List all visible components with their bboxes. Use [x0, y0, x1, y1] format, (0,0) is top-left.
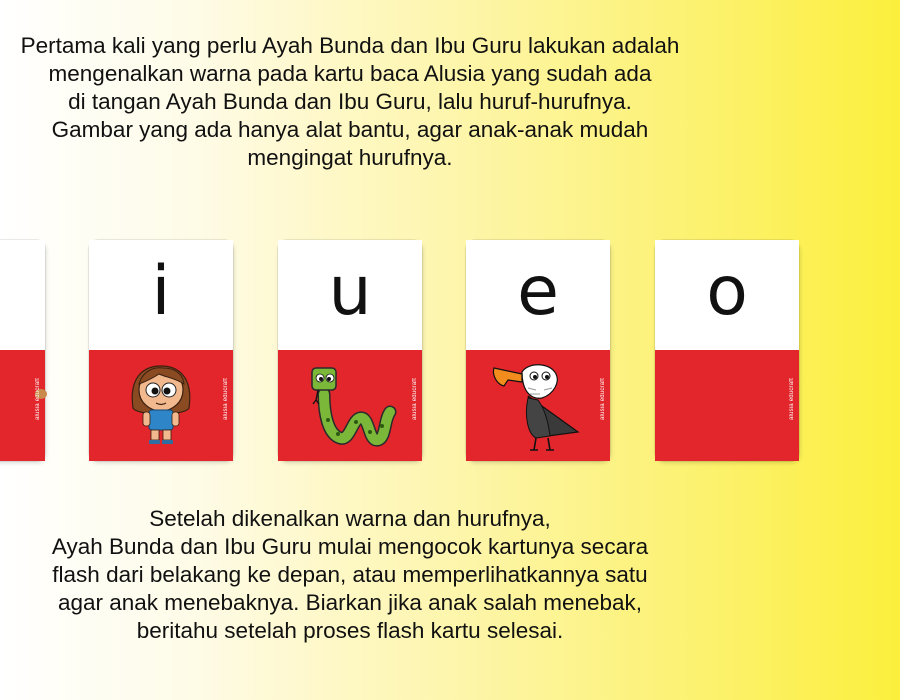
letter-card-o [655, 240, 799, 461]
instruction-line-2: Ayah Bunda dan Ibu Guru mulai mengocok kartunya secara [51, 534, 649, 559]
card-letter: u [328, 252, 372, 331]
card-brand: alusia educraft [789, 378, 795, 421]
card-brand: alusia educraft [600, 378, 606, 421]
instruction-line-4: agar anak menebaknya. Biarkan jika anak salah menebak, [57, 590, 643, 615]
instruction-line-3: flash dari belakang ke depan, atau memperlihatkannya satu [52, 562, 648, 587]
instruction-paragraph [0, 505, 900, 645]
instruction-line-1: Setelah dikenalkan warna dan hurufnya, [149, 506, 551, 531]
card-brand: alusia educraft [35, 378, 41, 421]
instruction-line-5: beritahu setelah proses flash kartu selesai. [136, 618, 564, 643]
letter-card-a [0, 240, 45, 461]
letter-card-u [278, 240, 422, 461]
card-letter: o [706, 252, 748, 331]
snake-icon [278, 350, 422, 461]
girl-icon [89, 350, 233, 461]
eagle-icon [466, 350, 610, 461]
intro-paragraph [0, 32, 900, 172]
card-letter [0, 252, 45, 332]
card-brand: alusia educraft [412, 378, 418, 421]
letter-card-i [89, 240, 233, 461]
intro-line-1: Pertama kali yang perlu Ayah Bunda dan Ibu Guru lakukan adalah [20, 33, 680, 58]
card-letter: i [151, 252, 171, 331]
intro-line-4: Gambar yang ada hanya alat bantu, agar anak-anak mudah [51, 117, 649, 142]
intro-line-2: mengenalkan warna pada kartu baca Alusia yang sudah ada [48, 61, 652, 86]
card-letter: e [517, 252, 559, 331]
partial-card-icon [655, 350, 799, 461]
intro-line-5: mengingat hurufnya. [247, 145, 453, 170]
card-brand: alusia educraft [223, 378, 229, 421]
letter-card-e [466, 240, 610, 461]
intro-line-3: di tangan Ayah Bunda dan Ibu Guru, lalu huruf-hurufnya. [68, 89, 632, 114]
